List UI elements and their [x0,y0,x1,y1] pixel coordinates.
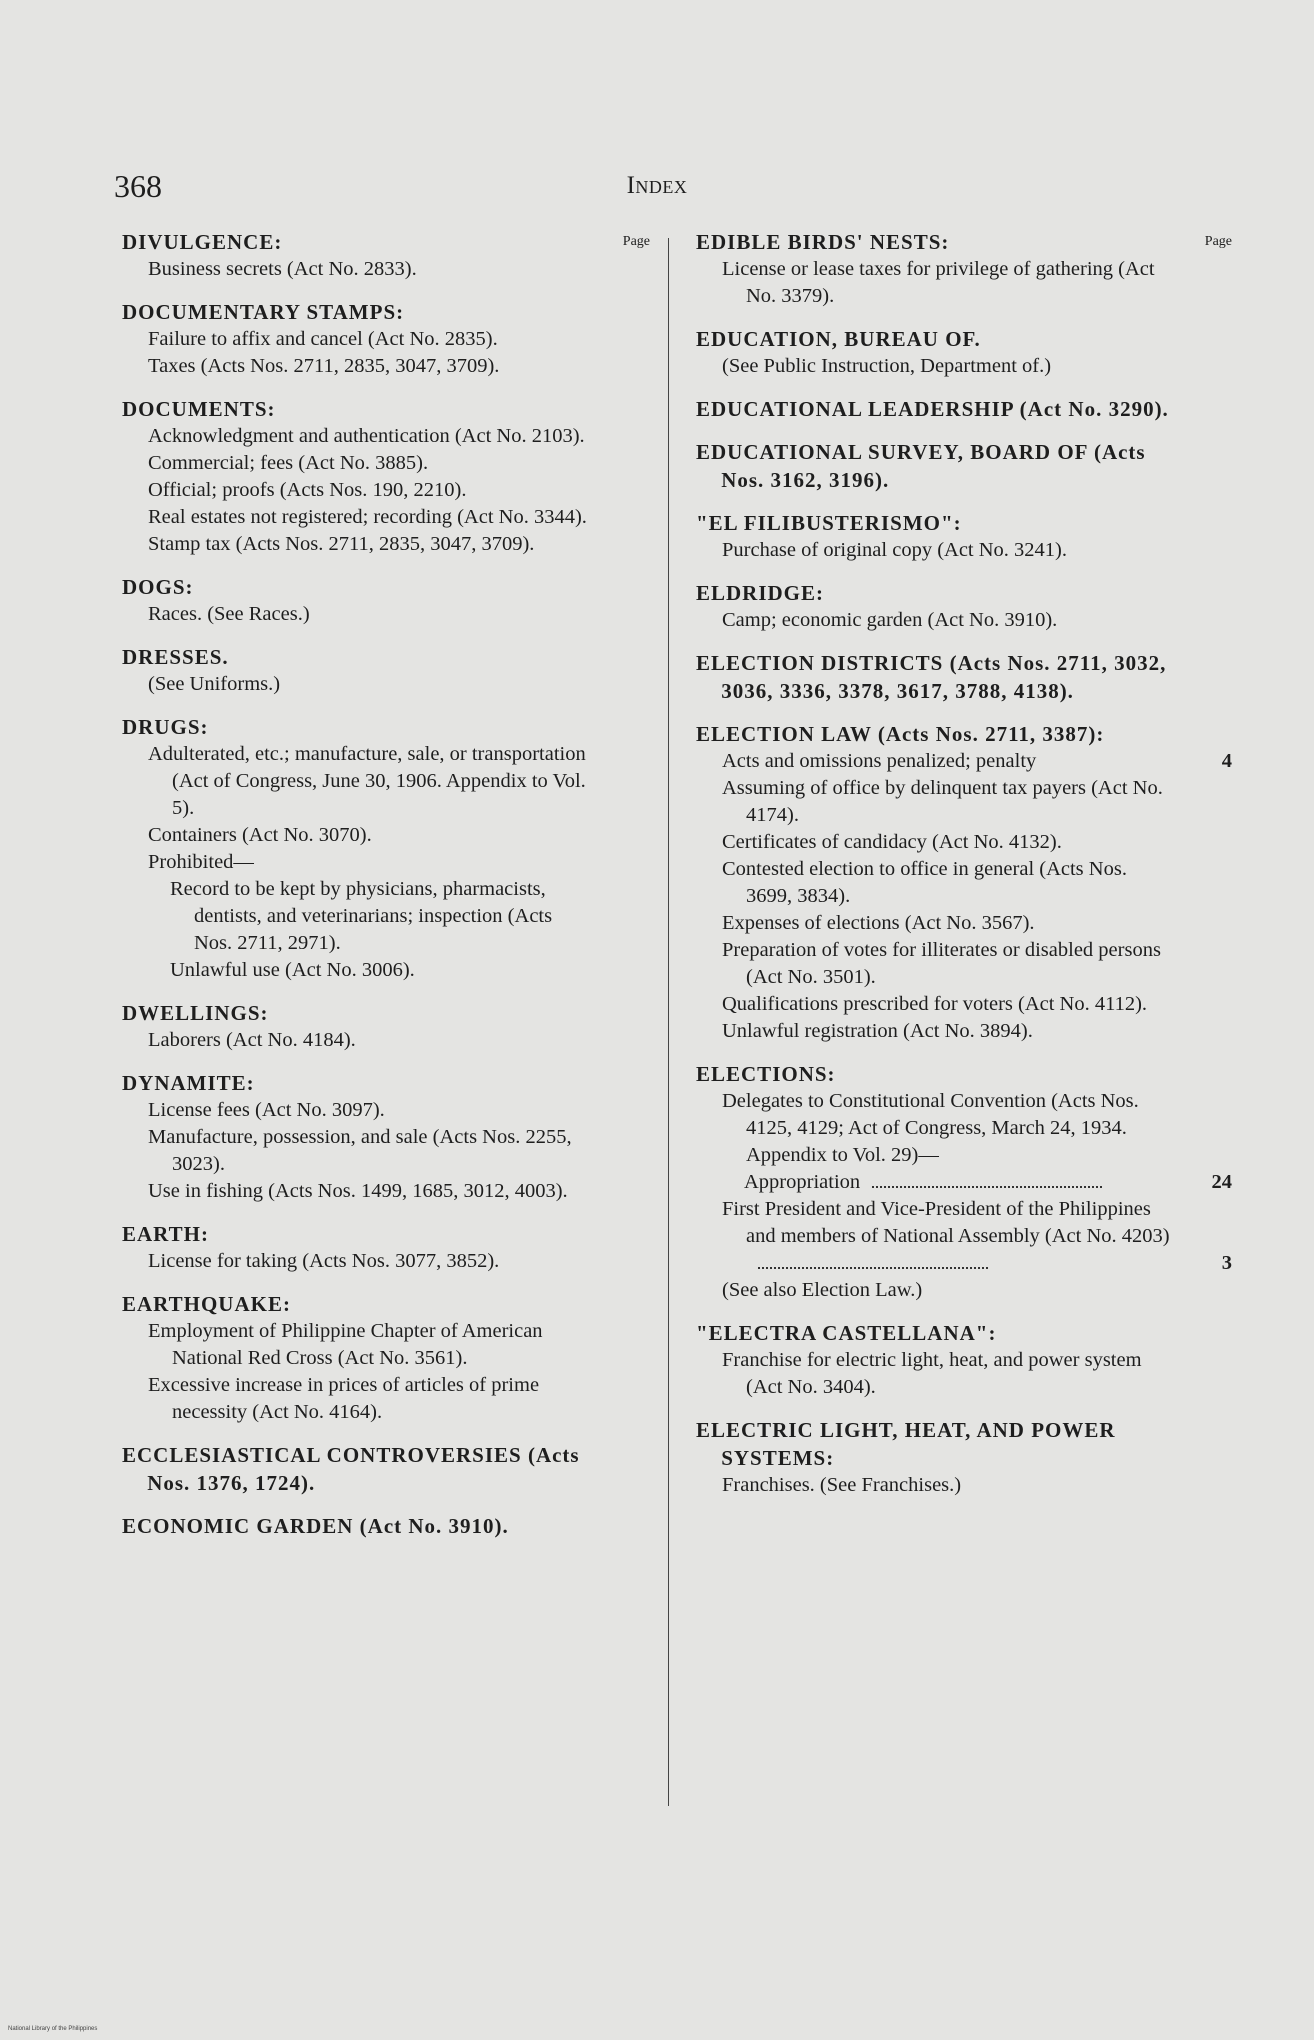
entry-heading: DWELLINGS: [122,1001,269,1025]
entry-subitem [696,829,1174,856]
subitem-text: Employment of Philippine Chapter of American National Red Cross (Act No. 3561). [148,1320,543,1369]
entry-heading: DOCUMENTS: [122,397,276,421]
subitem-text: Manufacture, possession, and sale (Acts Nos. 2255, 3023). [148,1126,572,1175]
dot-leader [758,1255,988,1269]
page-reference: 4 [1221,750,1232,772]
page-title: Index [626,172,688,199]
entry-subitem [696,1169,1232,1196]
subitem-text: Preparation of votes for illiterates or disabled persons (Act No. 3501). [722,939,1161,988]
entry-heading: DYNAMITE: [122,1071,255,1095]
subitem-text: Official; proofs (Acts Nos. 190, 2210). [148,479,467,501]
subitem-text: (See also Election Law.) [722,1279,923,1301]
index-entry [122,1441,650,1497]
index-entry [696,579,1232,634]
entry-heading: ELDRIDGE: [696,581,825,605]
page-number: 368 [114,168,162,204]
entry-subitem [122,1027,592,1054]
index-entry [122,395,650,558]
entry-heading: EARTH: [122,1222,209,1246]
subitem-text: Prohibited— [148,851,254,873]
entry-subitem [122,1178,592,1205]
subitem-text: Laborers (Act No. 4184). [148,1029,356,1051]
subitem-text: License or lease taxes for privilege of gathering (Act No. 3379). [722,258,1155,307]
index-entry [696,395,1232,423]
right-page-label: Page [1204,234,1232,249]
dot-leader [872,1174,1102,1188]
subitem-text: Unlawful registration (Act No. 3894). [722,1020,1033,1042]
entry-heading: EDUCATIONAL LEADERSHIP (Act No. 3290). [696,397,1169,421]
entry-heading: ELECTIONS: [696,1062,836,1086]
entry-heading: "ELECTRA CASTELLANA": [696,1321,997,1345]
entry-subitem [696,1277,1174,1304]
subitem-text: Contested election to office in general (Acts Nos. 3699, 3834). [722,858,1127,907]
index-entry [122,643,650,698]
entry-heading: ELECTRIC LIGHT, HEAT, AND POWER SYSTEMS: [696,1418,1116,1470]
subitem-text: Expenses of elections (Act No. 3567). [722,912,1035,934]
entry-subitem [122,876,592,957]
subitem-text: Record to be kept by physicians, pharmacists, dentists, and veterinarians; inspection (Acts Nos. 2711, 2971). [170,878,553,954]
entry-subitem [122,1097,592,1124]
entry-heading: EDUCATION, BUREAU OF. [696,327,981,351]
entry-heading: DOGS: [122,575,194,599]
subitem-text: Failure to affix and cancel (Act No. 2835). [148,328,498,350]
index-entry [696,1416,1232,1499]
page-reference: 24 [1211,1171,1232,1193]
index-entry [696,228,1232,310]
entry-subitem [122,1124,592,1178]
subitem-text: License for taking (Acts Nos. 3077, 3852). [148,1250,500,1272]
entry-heading: ELECTION LAW (Acts Nos. 2711, 3387): [696,722,1105,746]
index-entry [122,1069,650,1205]
subitem-text: Franchises. (See Franchises.) [722,1474,962,1496]
index-entry [696,325,1232,380]
column-divider [668,238,669,1806]
index-entry [696,509,1232,564]
index-entry [122,999,650,1054]
entry-heading: ELECTION DISTRICTS (Acts Nos. 2711, 3032, 3036, 3336, 3378, 3617, 3788, 4138). [696,651,1167,703]
entry-subitem [122,601,592,628]
index-entry [122,228,650,283]
entry-subitem [696,1196,1232,1277]
entry-heading: ECONOMIC GARDEN (Act No. 3910). [122,1514,509,1538]
subitem-text: (See Public Instruction, Department of.) [722,355,1052,377]
subitem-text: Delegates to Constitutional Convention (Acts Nos. 4125, 4129; Act of Congress, March 24, 1934. Appendix to Vol. 29)— [722,1090,1139,1166]
entry-subitem [122,353,592,380]
entry-heading: EDIBLE BIRDS' NESTS: [696,230,950,254]
right-column [696,228,1232,1514]
left-column [122,228,650,1555]
index-entry [696,438,1232,494]
entry-subitem [122,450,592,477]
entry-subitem [696,748,1232,775]
entry-heading: EDUCATIONAL SURVEY, BOARD OF (Acts Nos. 3162, 3196). [696,440,1146,492]
entry-subitem [696,1472,1174,1499]
entry-subitem [696,991,1174,1018]
entry-subitem [122,423,592,450]
left-page-label: Page [622,234,650,249]
entry-subitem [122,849,592,876]
right-entry-list [696,228,1232,1499]
index-entry [696,1319,1232,1401]
entry-heading: DRUGS: [122,715,209,739]
entry-subitem [696,910,1174,937]
entry-heading: "EL FILIBUSTERISMO": [696,511,962,535]
subitem-text: Certificates of candidacy (Act No. 4132). [722,831,1062,853]
entry-subitem [696,353,1174,380]
entry-subitem [696,775,1174,829]
subitem-text: Containers (Act No. 3070). [148,824,372,846]
subitem-text: License fees (Act No. 3097). [148,1099,385,1121]
entry-heading: ECCLESIASTICAL CONTROVERSIES (Acts Nos. 1376, 1724). [122,1443,580,1495]
index-entry [122,298,650,380]
subitem-text: Excessive increase in prices of articles of prime necessity (Act No. 4164). [148,1374,540,1423]
footer-note: National Library of the Philippines [8,2026,98,2032]
entry-subitem [696,537,1174,564]
entry-subitem [696,607,1174,634]
subitem-text: (See Uniforms.) [148,673,281,695]
subitem-text: Camp; economic garden (Act No. 3910). [722,609,1058,631]
entry-heading: DOCUMENTARY STAMPS: [122,300,405,324]
subitem-text: First President and Vice-President of the Philippines and members of National Assembly (Act No. 4203) [722,1198,1170,1247]
entry-subitem [696,256,1174,310]
index-entry [122,1512,650,1540]
entry-heading: DIVULGENCE: [122,230,283,254]
entry-subitem [696,856,1174,910]
entry-subitem [696,937,1174,991]
subitem-text: Use in fishing (Acts Nos. 1499, 1685, 3012, 4003). [148,1180,568,1202]
index-entry [696,720,1232,1045]
entry-subitem [122,1372,592,1426]
entry-heading: DRESSES. [122,645,229,669]
subitem-text: Acknowledgment and authentication (Act No. 2103). [148,425,585,447]
index-entry [122,1290,650,1426]
entry-subitem [696,1018,1174,1045]
page-header [0,168,1314,212]
subitem-text: Stamp tax (Acts Nos. 2711, 2835, 3047, 3709). [148,533,535,555]
entry-subitem [122,671,592,698]
index-entry [696,1060,1232,1304]
index-entry [696,649,1232,705]
index-entry [122,1220,650,1275]
entry-subitem [122,1318,592,1372]
entry-subitem [122,504,592,531]
subitem-text: Qualifications prescribed for voters (Act No. 4112). [722,993,1148,1015]
subitem-text: Business secrets (Act No. 2833). [148,258,417,280]
page-reference: 3 [1221,1252,1232,1274]
subitem-text: Races. (See Races.) [148,603,310,625]
subitem-text: Acts and omissions penalized; penalty [722,750,1037,772]
subitem-text: Assuming of office by delinquent tax payers (Act No. 4174). [722,777,1163,826]
subitem-text: Purchase of original copy (Act No. 3241). [722,539,1067,561]
entry-subitem [696,1347,1174,1401]
subitem-text: Commercial; fees (Act No. 3885). [148,452,429,474]
subitem-text: Unlawful use (Act No. 3006). [170,959,415,981]
entry-heading: EARTHQUAKE: [122,1292,291,1316]
subitem-text: Real estates not registered; recording (Act No. 3344). [148,506,587,528]
entry-subitem [122,1248,592,1275]
index-entry [122,573,650,628]
subitem-text: Appropriation [744,1171,861,1193]
entry-subitem [122,326,592,353]
entry-subitem [122,531,592,558]
entry-subitem [122,822,592,849]
index-entry [122,713,650,984]
entry-subitem [696,1088,1174,1169]
entry-subitem [122,741,592,822]
subitem-text: Taxes (Acts Nos. 2711, 2835, 3047, 3709). [148,355,500,377]
entry-subitem [122,477,592,504]
subitem-text: Adulterated, etc.; manufacture, sale, or transportation (Act of Congress, June 30, 1906. Appendix to Vol. 5). [148,743,586,819]
subitem-text: Franchise for electric light, heat, and power system (Act No. 3404). [722,1349,1142,1398]
entry-subitem [122,256,592,283]
entry-subitem [122,957,592,984]
left-entry-list [122,228,650,1540]
